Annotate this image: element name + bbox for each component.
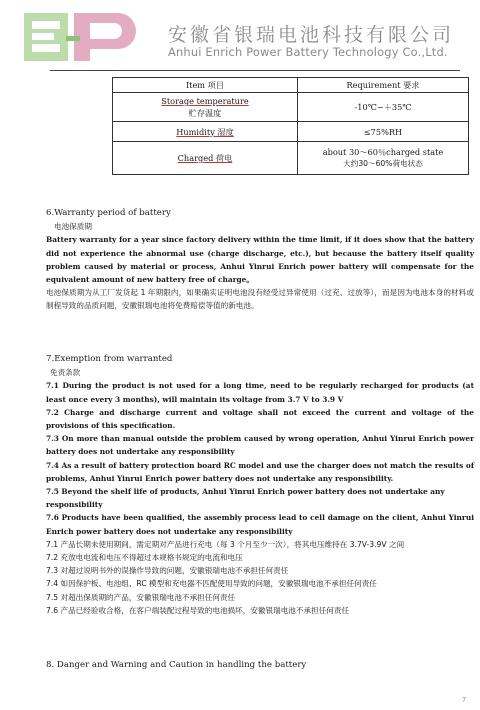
requirement-cell [298,142,469,175]
requirement-cn: 大约30～60%荷电状态 [343,159,423,168]
header-divider [50,70,460,71]
page-number: 7 [461,696,466,704]
item-label-en: Humidity 湿度 [176,126,234,137]
item-label-en: Storage temperature [161,96,249,106]
exemption-item-en: 7.1 During the product is not used for a long time, need to be regularly recharged for products (at least once every 3 months), will maintain its voltage from 3.7 V to 3.9 V [46,381,474,404]
section-title: 6.Warranty period of battery [46,208,171,218]
requirement-cell: -10℃~＋35℃ [298,93,469,122]
section-danger [46,659,474,672]
exemption-item-cn: 7.3 对超过说明书外的误操作导致的问题，安徽银瑞电池不承担任何责任 [46,566,289,576]
header-item-cell: Item 项目 [113,78,298,93]
exemption-item-cn: 7.2 充放电电流和电压不得超过本规格书规定的电流和电压 [46,553,243,563]
item-cell [113,142,298,175]
requirement-en: about 30～60％charged state [322,147,444,157]
table-header-row [113,78,469,93]
company-logo [22,10,140,64]
section-exemption [46,353,474,617]
exemption-item-cn: 7.6 产品已经验收合格，在客户端装配过程导致的电池损坏，安徽银瑞电池不承担任何责任 [46,605,350,615]
warranty-paragraph-cn: 电池保质期为从工厂发货起 1 年期限内，如果确实证明电池没有经受过异常使用（过充、过放等），而是因为电池本身的材料或制程导致的品质问题，安徽银瑞电池将免费赔偿等值的新电池。 [46,288,474,311]
company-name-cn: 安徽省银瑞电池科技有限公司 [168,24,455,46]
header-requirement-cell: Requirement 要求 [298,78,469,93]
exemption-item-cn: 7.5 对超出保质期的产品，安徽银瑞电池不承担任何责任 [46,592,236,602]
exemption-item-en: 7.5 Beyond the shelf life of products, Anhui Yinrui Enrich power battery does not undertake any responsibility [46,487,445,510]
section-warranty [46,207,474,313]
exemption-item-cn: 7.1 产品长期未使用期间，需定期对产品进行充电（每 3 个月至少一次），将其电压维持在 3.7V-3.9V 之间 [46,539,405,549]
storage-requirements-table [112,77,469,175]
section-title-cn: 免责条款 [50,368,81,378]
item-cell [113,122,298,142]
letterhead [22,10,462,66]
exemption-item-en: 7.3 On more than manual outside the problem caused by wrong operation, Anhui Yinrui Enrich power battery does not undertake any responsibility [46,434,474,457]
exemption-item-en: 7.6 Products have been qualified, the assembly process lead to cell damage on the client, Anhui Yinrui Enrich power battery does not undertake any responsibility [46,513,474,536]
section-title: 7.Exemption from warranted [46,354,173,364]
exemption-item-en: 7.2 Charge and discharge current and voltage shall not exceed the current and voltage of the provisions of this specification. [46,407,474,431]
table-row [113,122,469,142]
company-name-en: Anhui Enrich Power Battery Technology Co.,Ltd. [168,45,448,59]
table-row [113,93,469,122]
exemption-item-en: 7.4 As a result of battery protection board RC model and use the charger does not match the results of problems, Anhui Yinrui Enrich power battery does not undertake any responsibility. [46,460,474,483]
item-label-en: Charged 荷电 [177,153,233,163]
warranty-paragraph-en: Battery warranty for a year since factory delivery within the time limit, if it does show that the battery did not experience the abnormal use (charge discharge, etc.), but because the battery itself quality problem caused by material or process, Anhui Yinrui Enrich power battery will compensate for the equivalent amount of new battery free of charge。 [46,235,474,285]
section-title-cn: 电池保质期 [54,222,92,232]
item-label-cn: 贮存温度 [188,108,222,118]
exemption-item-cn: 7.4 如因保护板、电池组、RC 模型和充电器不匹配使用导致的问题，安徽银瑞电池不承担任何责任 [46,579,377,589]
section-title: 8. Danger and Warning and Caution in handling the battery [46,660,307,670]
item-cell [113,93,298,122]
table-row [113,142,469,175]
requirement-cell: ≤75%RH [298,122,469,142]
